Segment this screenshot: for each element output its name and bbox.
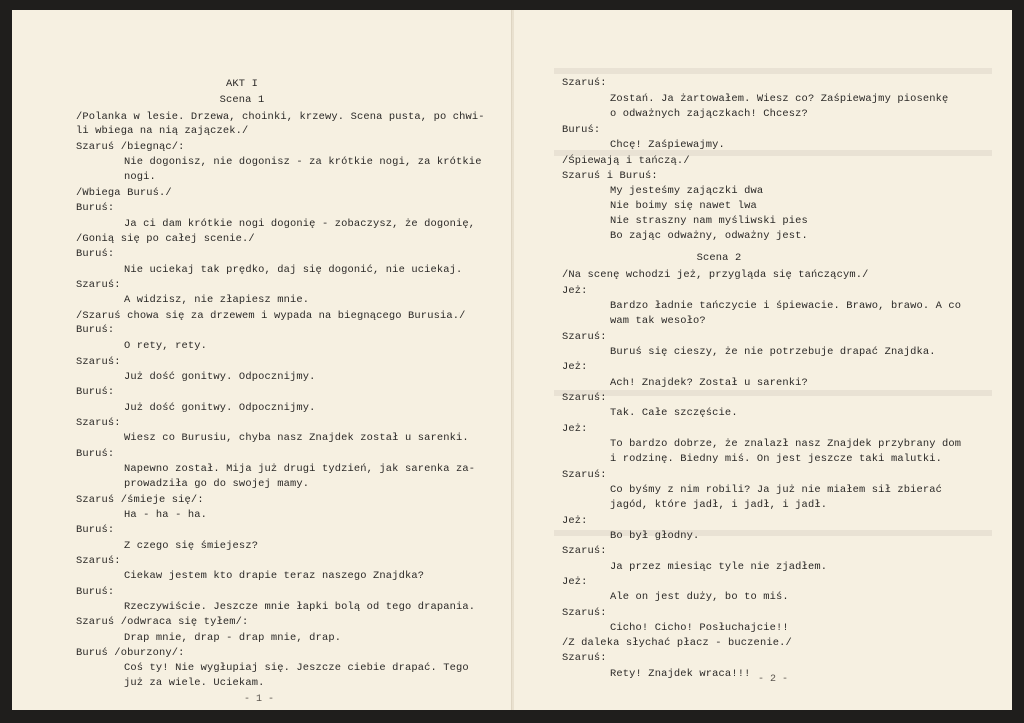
stage-direction: /Z daleka słychać płacz - buczenie./ xyxy=(562,637,792,649)
dialogue-line: Już dość gonitwy. Odpocznijmy. xyxy=(124,371,316,383)
scene-title: Scena 1 xyxy=(219,94,265,106)
left-page xyxy=(12,10,512,710)
speaker-label: Buruś /oburzony/: xyxy=(76,647,185,659)
dialogue-line: wam tak wesoło? xyxy=(610,315,706,327)
dialogue-line: Ciekaw jestem kto drapie teraz naszego Znajdka? xyxy=(124,570,425,582)
speaker-label: Szaruś: xyxy=(76,356,121,368)
speaker-label: Jeż: xyxy=(562,576,588,588)
dialogue-line: A widzisz, nie złapiesz mnie. xyxy=(124,294,310,306)
speaker-label: Jeż: xyxy=(562,423,588,435)
stage-direction: /Polanka w lesie. Drzewa, choinki, krzewy. Scena pusta, po chwi- xyxy=(76,111,485,123)
song-line: Bo zając odważny, odważny jest. xyxy=(610,230,808,242)
dialogue-line: Rzeczywiście. Jeszcze mnie łapki bolą od tego drapania. xyxy=(124,601,476,613)
dialogue-line: i rodzinę. Biedny miś. On jest jeszcze taki malutki. xyxy=(610,453,943,465)
speaker-label: Szaruś: xyxy=(562,607,607,619)
speaker-label: Szaruś i Buruś: xyxy=(562,170,658,182)
dialogue-line: prowadziła go do swojej mamy. xyxy=(124,478,310,490)
dialogue-line: o odważnych zajączkach! Chcesz? xyxy=(610,108,808,120)
bleed-through-shadow xyxy=(554,390,992,396)
speaker-label: Buruś: xyxy=(76,448,115,460)
stage-direction: /Wbiega Buruś./ xyxy=(76,187,172,199)
speaker-label: Szaruś: xyxy=(76,555,121,567)
stage-direction: li wbiega na nią zajączek./ xyxy=(76,125,249,137)
stage-direction: /Gonią się po całej scenie./ xyxy=(76,233,255,245)
speaker-label: Buruś: xyxy=(76,586,115,598)
dialogue-line: Ha - ha - ha. xyxy=(124,509,208,521)
speaker-label: Szaruś /biegnąc/: xyxy=(76,141,185,153)
speaker-label: Buruś: xyxy=(562,124,601,136)
scene-title: Scena 2 xyxy=(696,252,742,264)
dialogue-line: Już dość gonitwy. Odpocznijmy. xyxy=(124,402,316,414)
speaker-label: Jeż: xyxy=(562,361,588,373)
speaker-label: Szaruś: xyxy=(562,392,607,404)
speaker-label: Szaruś: xyxy=(562,77,607,89)
speaker-label: Buruś: xyxy=(76,248,115,260)
speaker-label: Szaruś: xyxy=(76,417,121,429)
dialogue-line: Buruś się cieszy, że nie potrzebuje drapać Znajdka. xyxy=(610,346,936,358)
dialogue-line: jagód, które jadł, i jadł, i jadł. xyxy=(610,499,828,511)
dialogue-line: Ja przez miesiąc tyle nie zjadłem. xyxy=(610,561,828,573)
dialogue-line: Zostań. Ja żartowałem. Wiesz co? Zaśpiewajmy piosenkę xyxy=(610,93,949,105)
dialogue-line: O rety, rety. xyxy=(124,340,208,352)
dialogue-line: Rety! Znajdek wraca!!! xyxy=(610,668,751,680)
dialogue-line: Ale on jest duży, bo to miś. xyxy=(610,591,789,603)
dialogue-line: Bo był głodny. xyxy=(610,530,700,542)
dialogue-line: Bardzo ładnie tańczycie i śpiewacie. Brawo, brawo. A co xyxy=(610,300,962,312)
dialogue-line: już za wiele. Uciekam. xyxy=(124,677,265,689)
speaker-label: Szaruś: xyxy=(76,279,121,291)
song-line: My jesteśmy zajączki dwa xyxy=(610,185,764,197)
dialogue-line: Chcę! Zaśpiewajmy. xyxy=(610,139,725,151)
song-line: Nie straszny nam myśliwski pies xyxy=(610,215,808,227)
speaker-label: Jeż: xyxy=(562,515,588,527)
speaker-label: Szaruś: xyxy=(562,331,607,343)
speaker-label: Szaruś: xyxy=(562,545,607,557)
dialogue-line: Z czego się śmiejesz? xyxy=(124,540,259,552)
speaker-label: Buruś: xyxy=(76,386,115,398)
song-line: Nie boimy się nawet lwa xyxy=(610,200,757,212)
dialogue-line: Ach! Znajdek? Został u sarenki? xyxy=(610,377,808,389)
dialogue-line: Coś ty! Nie wygłupiaj się. Jeszcze ciebie drapać. Tego xyxy=(124,662,469,674)
dialogue-line: Tak. Całe szczęście. xyxy=(610,407,738,419)
page-number: - 2 - xyxy=(758,674,789,685)
speaker-label: Buruś: xyxy=(76,524,115,536)
speaker-label: Szaruś /odwraca się tyłem/: xyxy=(76,616,249,628)
page-number: - 1 - xyxy=(244,694,275,705)
dialogue-line: Nie dogonisz, nie dogonisz - za krótkie nogi, za krótkie xyxy=(124,156,482,168)
dialogue-line: Napewno został. Mija już drugi tydzień, jak sarenka za- xyxy=(124,463,476,475)
dialogue-line: Wiesz co Burusiu, chyba nasz Znajdek został u sarenki. xyxy=(124,432,469,444)
stage-direction: /Śpiewają i tańczą./ xyxy=(562,155,690,167)
right-page xyxy=(514,10,1012,710)
dialogue-line: Nie uciekaj tak prędko, daj się dogonić, nie uciekaj. xyxy=(124,264,463,276)
stage-direction: /Na scenę wchodzi jeż, przygląda się tańczącym./ xyxy=(562,269,869,281)
dialogue-line: Ja ci dam krótkie nogi dogonię - zobaczysz, że dogonię, xyxy=(124,218,476,230)
dialogue-line: Drap mnie, drap - drap mnie, drap. xyxy=(124,632,342,644)
speaker-label: Jeż: xyxy=(562,285,588,297)
speaker-label: Szaruś: xyxy=(562,469,607,481)
dialogue-line: To bardzo dobrze, że znalazł nasz Znajdek przybrany dom xyxy=(610,438,962,450)
dialogue-line: nogi. xyxy=(124,171,156,183)
bleed-through-shadow xyxy=(554,68,992,74)
dialogue-line: Co byśmy z nim robili? Ja już nie miałem sił zbierać xyxy=(610,484,943,496)
stage-direction: /Szaruś chowa się za drzewem i wypada na biegnącego Burusia./ xyxy=(76,310,466,322)
speaker-label: Buruś: xyxy=(76,324,115,336)
speaker-label: Szaruś /śmieje się/: xyxy=(76,494,204,506)
speaker-label: Szaruś: xyxy=(562,652,607,664)
speaker-label: Buruś: xyxy=(76,202,115,214)
act-title: AKT I xyxy=(226,78,258,90)
dialogue-line: Cicho! Cicho! Posłuchajcie!! xyxy=(610,622,789,634)
